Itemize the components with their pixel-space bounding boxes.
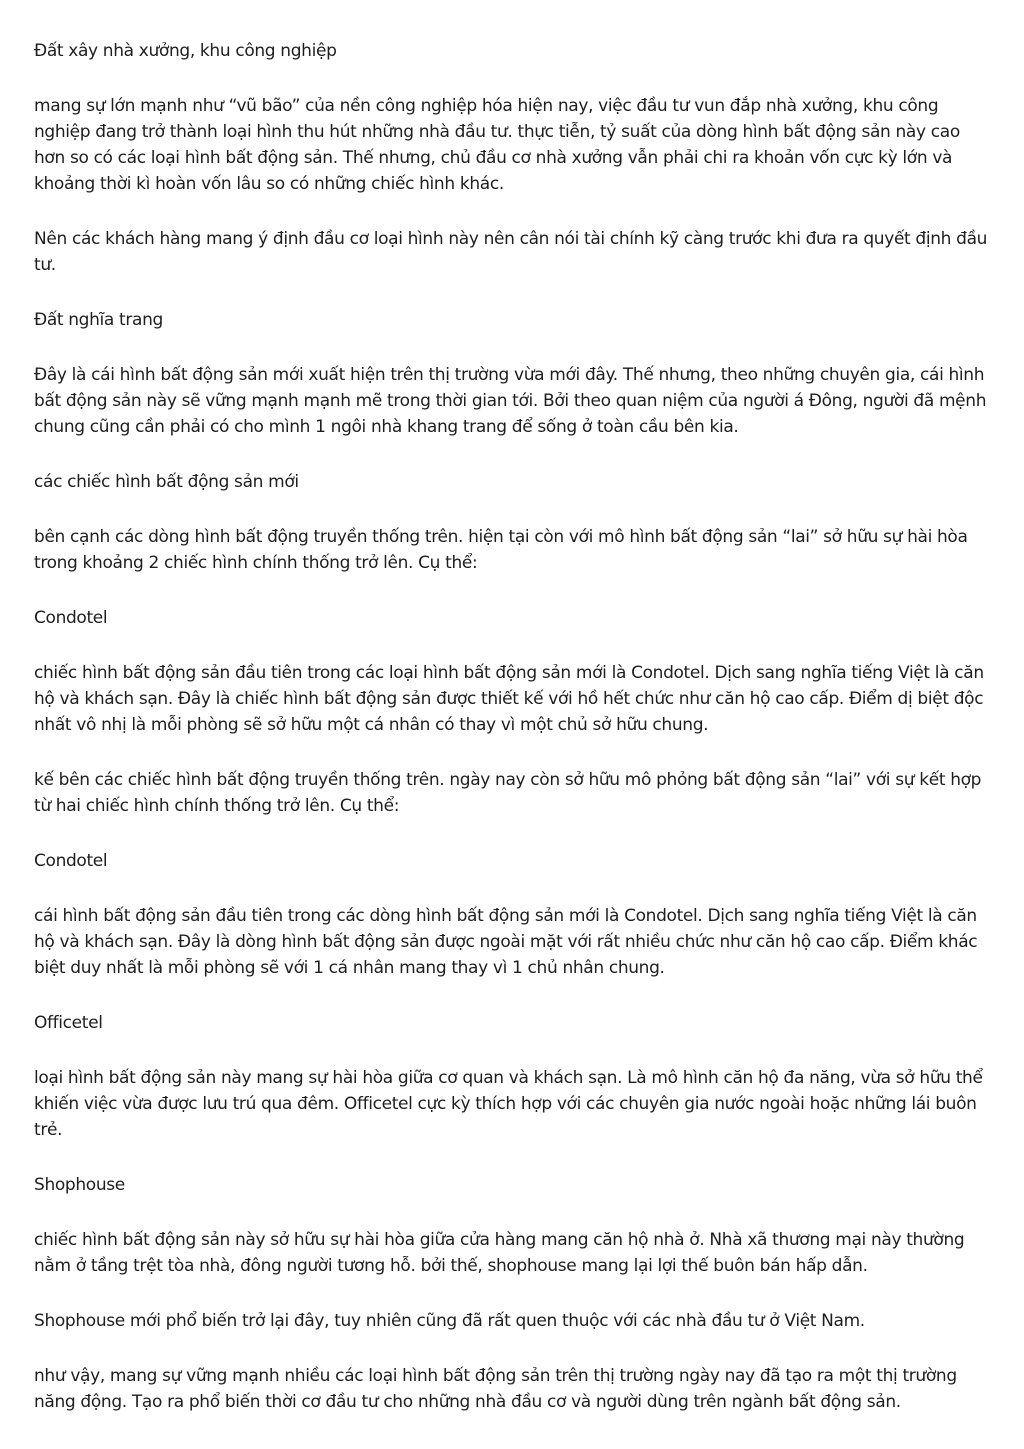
paragraph: Nên các khách hàng mang ý định đầu cơ loại hình này nên cân nói tài chính kỹ càng trước khi đưa ra quyết định đầu tư. xyxy=(34,229,988,275)
document-body xyxy=(34,38,992,1444)
section-heading: Condotel xyxy=(34,608,108,628)
section-heading: Officetel xyxy=(34,1013,103,1033)
paragraph: như vậy, mang sự vững mạnh nhiều các loại hình bất động sản trên thị trường ngày nay đã tạo ra một thị trường năng động. Tạo ra phổ biến thời cơ đầu tư cho những nhà đầu cơ và người dùng trên ngành bất động sản. xyxy=(34,1366,957,1412)
section-heading: Shophouse xyxy=(34,1175,125,1195)
paragraph: chiếc hình bất động sản này sở hữu sự hài hòa giữa cửa hàng mang căn hộ nhà ở. Nhà xã thương mại này thường nằm ở tầng trệt tòa nhà, đông người tương hỗ. bởi thế, shophouse mang lại lợi thế buôn bán hấp dẫn. xyxy=(34,1230,965,1276)
paragraph: bên cạnh các dòng hình bất động truyền thống trên. hiện tại còn với mô hình bất động sản “lai” sở hữu sự hài hòa trong khoảng 2 chiếc hình chính thống trở lên. Cụ thể: xyxy=(34,527,968,573)
paragraph: mang sự lớn mạnh như “vũ bão” của nền công nghiệp hóa hiện nay, việc đầu tư vun đắp nhà xưởng, khu công nghiệp đang trở thành loại hình thu hút những nhà đầu tư. thực tiễn, tỷ suất của dòng hình bất động sản này cao hơn so có các loại hình bất động sản. Thế nhưng, chủ đầu cơ nhà xưởng vẫn phải chi ra khoản vốn cực kỳ lớn và khoảng thời kì hoàn vốn lâu so có những chiếc hình khác. xyxy=(34,96,960,194)
paragraph: chiếc hình bất động sản đầu tiên trong các loại hình bất động sản mới là Condotel. Dịch sang nghĩa tiếng Việt là căn hộ và khách sạn. Đây là chiếc hình bất động sản được thiết kế với hồ hết chức như căn hộ cao cấp. Điểm dị biệt độc nhất vô nhị là mỗi phòng sẽ sở hữu một cá nhân có thay vì một chủ sở hữu chung. xyxy=(34,663,984,735)
section-heading: Đất xây nhà xưởng, khu công nghiệp xyxy=(34,41,337,61)
paragraph: kế bên các chiếc hình bất động truyền thống trên. ngày nay còn sở hữu mô phỏng bất động sản “lai” với sự kết hợp từ hai chiếc hình chính thống trở lên. Cụ thể: xyxy=(34,770,982,816)
paragraph: loại hình bất động sản này mang sự hài hòa giữa cơ quan và khách sạn. Là mô hình căn hộ đa năng, vừa sở hữu thể khiến việc vừa được lưu trú qua đêm. Officetel cực kỳ thích hợp với các chuyên gia nước ngoài hoặc những lái buôn trẻ. xyxy=(34,1068,983,1140)
section-heading: Đất nghĩa trang xyxy=(34,310,163,330)
section-heading: Condotel xyxy=(34,851,108,871)
section-heading: các chiếc hình bất động sản mới xyxy=(34,472,299,492)
paragraph: Shophouse mới phổ biến trở lại đây, tuy nhiên cũng đã rất quen thuộc với các nhà đầu tư ở Việt Nam. xyxy=(34,1311,865,1331)
paragraph: Đây là cái hình bất động sản mới xuất hiện trên thị trường vừa mới đây. Thế nhưng, theo những chuyên gia, cái hình bất động sản này sẽ vững mạnh mạnh mẽ trong thời gian tới. Bởi theo quan niệm của người á Đông, người đã mệnh chung cũng cần phải có cho mình 1 ngôi nhà khang trang để sống ở toàn cầu bên kia. xyxy=(34,365,987,437)
paragraph: cái hình bất động sản đầu tiên trong các dòng hình bất động sản mới là Condotel. Dịch sang nghĩa tiếng Việt là căn hộ và khách sạn. Đây là dòng hình bất động sản được ngoài mặt với rất nhiều chức như căn hộ cao cấp. Điểm khác biệt duy nhất là mỗi phòng sẽ với 1 cá nhân mang thay vì 1 chủ nhân chung. xyxy=(34,906,978,978)
